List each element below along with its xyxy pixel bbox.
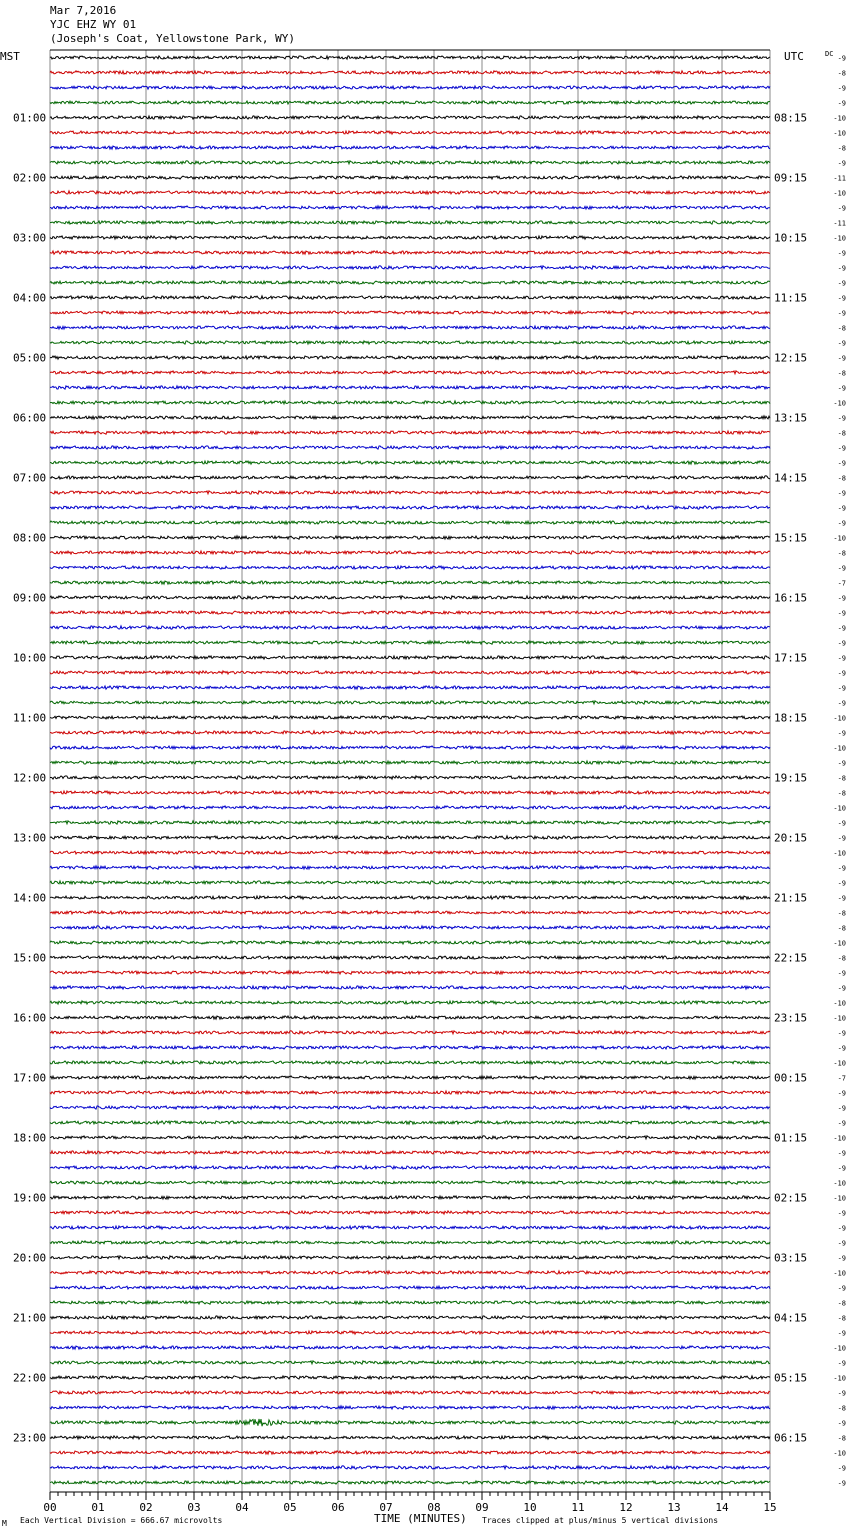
trace-row-53 bbox=[50, 851, 770, 854]
utc-hour-label: 15:15 bbox=[774, 531, 808, 545]
trace-row-25 bbox=[50, 431, 770, 434]
trace-row-74 bbox=[50, 1166, 770, 1169]
trace-row-0 bbox=[50, 56, 770, 59]
utc-hour-label: 05:15 bbox=[774, 1371, 808, 1385]
dc-offset-label: -9 bbox=[837, 1044, 846, 1053]
trace-row-86 bbox=[50, 1346, 770, 1349]
trace-row-93 bbox=[50, 1451, 770, 1454]
utc-hour-label: 14:15 bbox=[774, 471, 808, 485]
dc-offset-label: -7 bbox=[837, 1074, 846, 1083]
mst-hour-label: 16:00 bbox=[13, 1011, 47, 1025]
trace-row-55 bbox=[50, 881, 770, 884]
dc-offset-label: -10 bbox=[833, 114, 846, 123]
dc-offset-label: -9 bbox=[837, 594, 846, 603]
dc-offset-label: -10 bbox=[833, 849, 846, 858]
x-tick-label: 11 bbox=[571, 1501, 585, 1514]
dc-offset-label: -9 bbox=[837, 309, 846, 318]
trace-row-22 bbox=[50, 386, 770, 389]
x-tick-label: 10 bbox=[523, 1501, 537, 1514]
trace-row-92 bbox=[50, 1436, 770, 1439]
x-tick-label: 13 bbox=[667, 1501, 681, 1514]
dc-offset-label: -9 bbox=[837, 1029, 846, 1038]
dc-offset-label: -9 bbox=[837, 639, 846, 648]
x-tick-label: 15 bbox=[763, 1501, 777, 1514]
mst-hour-label: 02:00 bbox=[13, 171, 47, 185]
x-tick-label: 00 bbox=[43, 1501, 57, 1514]
trace-row-73 bbox=[50, 1151, 770, 1154]
dc-offset-label: -10 bbox=[833, 939, 846, 948]
utc-hour-label: 12:15 bbox=[774, 351, 808, 365]
dc-offset-label: -8 bbox=[837, 474, 846, 483]
trace-row-44 bbox=[50, 716, 770, 719]
dc-offset-label: -10 bbox=[833, 1059, 846, 1068]
dc-offset-label: -9 bbox=[837, 669, 846, 678]
utc-hour-label: 10:15 bbox=[774, 231, 808, 245]
trace-row-8 bbox=[50, 176, 770, 179]
utc-hour-label: 04:15 bbox=[774, 1311, 808, 1325]
trace-row-21 bbox=[50, 371, 770, 374]
seismic-traces bbox=[50, 56, 770, 1484]
utc-hour-label: 06:15 bbox=[774, 1431, 808, 1445]
dc-offset-label: -9 bbox=[837, 1164, 846, 1173]
trace-row-91 bbox=[50, 1419, 770, 1426]
trace-row-57 bbox=[50, 911, 770, 914]
trace-row-36 bbox=[50, 596, 770, 599]
dc-offset-label: -9 bbox=[837, 99, 846, 108]
dc-offset-label: -9 bbox=[837, 1239, 846, 1248]
dc-offset-label: -9 bbox=[837, 249, 846, 258]
utc-hour-label: 02:15 bbox=[774, 1191, 808, 1205]
trace-row-87 bbox=[50, 1361, 770, 1364]
trace-row-18 bbox=[50, 326, 770, 329]
trace-row-15 bbox=[50, 281, 770, 284]
trace-row-81 bbox=[50, 1271, 770, 1274]
trace-row-82 bbox=[50, 1286, 770, 1289]
dc-header-label: DC bbox=[825, 50, 834, 58]
trace-row-12 bbox=[50, 236, 770, 239]
dc-offset-label: -9 bbox=[837, 819, 846, 828]
trace-row-71 bbox=[50, 1121, 770, 1124]
dc-offset-label: -9 bbox=[837, 204, 846, 213]
trace-row-78 bbox=[50, 1226, 770, 1229]
dc-offset-labels bbox=[833, 55, 846, 1488]
trace-row-20 bbox=[50, 356, 770, 359]
dc-offset-label: -9 bbox=[837, 1329, 846, 1338]
station-location: (Joseph's Coat, Yellowstone Park, WY) bbox=[50, 32, 296, 45]
dc-offset-label: -9 bbox=[837, 1104, 846, 1113]
dc-offset-label: -10 bbox=[833, 744, 846, 753]
dc-offset-label: -9 bbox=[837, 699, 846, 708]
trace-row-65 bbox=[50, 1031, 770, 1034]
mst-hour-label: 21:00 bbox=[13, 1311, 47, 1325]
trace-row-47 bbox=[50, 761, 770, 764]
dc-offset-label: -10 bbox=[833, 189, 846, 198]
x-tick-label: 05 bbox=[283, 1501, 297, 1514]
trace-row-24 bbox=[50, 416, 770, 419]
trace-row-75 bbox=[50, 1181, 770, 1184]
trace-row-11 bbox=[50, 221, 770, 224]
trace-row-63 bbox=[50, 1001, 770, 1004]
trace-row-34 bbox=[50, 566, 770, 569]
trace-row-31 bbox=[50, 521, 770, 524]
dc-offset-label: -10 bbox=[833, 1194, 846, 1203]
trace-row-51 bbox=[50, 821, 770, 824]
x-tick-label: 07 bbox=[379, 1501, 393, 1514]
utc-hour-label: 08:15 bbox=[774, 111, 808, 125]
utc-hour-label: 20:15 bbox=[774, 831, 808, 845]
trace-row-68 bbox=[50, 1076, 770, 1079]
x-tick-label: 06 bbox=[331, 1501, 345, 1514]
dc-offset-label: -8 bbox=[837, 69, 846, 78]
dc-offset-label: -9 bbox=[837, 879, 846, 888]
mst-hour-label: 04:00 bbox=[13, 291, 47, 305]
mst-hour-label: 22:00 bbox=[13, 1371, 47, 1385]
mst-hour-label: 07:00 bbox=[13, 471, 47, 485]
trace-row-70 bbox=[50, 1106, 770, 1109]
trace-row-67 bbox=[50, 1061, 770, 1064]
x-tick-label: 04 bbox=[235, 1501, 249, 1514]
trace-row-69 bbox=[50, 1091, 770, 1094]
utc-hour-label: 01:15 bbox=[774, 1131, 808, 1145]
mst-hour-label: 23:00 bbox=[13, 1431, 47, 1445]
x-tick-label: 02 bbox=[139, 1501, 153, 1514]
dc-offset-label: -9 bbox=[837, 1389, 846, 1398]
trace-row-52 bbox=[50, 836, 770, 839]
trace-row-28 bbox=[50, 476, 770, 479]
dc-offset-label: -9 bbox=[837, 894, 846, 903]
corner-mark: M bbox=[2, 1519, 7, 1528]
dc-offset-label: -9 bbox=[837, 54, 846, 63]
trace-row-56 bbox=[50, 896, 770, 899]
mst-hour-label: 05:00 bbox=[13, 351, 47, 365]
dc-offset-label: -8 bbox=[837, 144, 846, 153]
dc-offset-label: -10 bbox=[833, 714, 846, 723]
dc-offset-label: -9 bbox=[837, 294, 846, 303]
mst-hour-label: 20:00 bbox=[13, 1251, 47, 1265]
utc-hour-label: 22:15 bbox=[774, 951, 808, 965]
trace-row-35 bbox=[50, 581, 770, 584]
trace-row-49 bbox=[50, 791, 770, 794]
trace-row-4 bbox=[50, 116, 770, 119]
dc-offset-label: -9 bbox=[837, 984, 846, 993]
trace-row-84 bbox=[50, 1316, 770, 1319]
dc-offset-label: -9 bbox=[837, 969, 846, 978]
trace-row-42 bbox=[50, 686, 770, 689]
dc-offset-label: -10 bbox=[833, 1269, 846, 1278]
trace-row-72 bbox=[50, 1136, 770, 1139]
trace-row-85 bbox=[50, 1331, 770, 1334]
utc-hour-label: 17:15 bbox=[774, 651, 808, 665]
utc-axis-label: UTC bbox=[784, 50, 804, 63]
dc-offset-label: -10 bbox=[833, 1449, 846, 1458]
trace-row-58 bbox=[50, 926, 770, 929]
dc-offset-label: -9 bbox=[837, 489, 846, 498]
mst-hour-label: 17:00 bbox=[13, 1071, 47, 1085]
x-tick-label: 08 bbox=[427, 1501, 441, 1514]
utc-hour-label: 16:15 bbox=[774, 591, 808, 605]
mst-hour-label: 18:00 bbox=[13, 1131, 47, 1145]
mst-hour-label: 06:00 bbox=[13, 411, 47, 425]
dc-offset-label: -10 bbox=[833, 1014, 846, 1023]
utc-hour-label: 13:15 bbox=[774, 411, 808, 425]
utc-hour-label: 19:15 bbox=[774, 771, 808, 785]
dc-offset-label: -8 bbox=[837, 324, 846, 333]
dc-offset-label: -9 bbox=[837, 1149, 846, 1158]
trace-row-48 bbox=[50, 776, 770, 779]
trace-row-61 bbox=[50, 971, 770, 974]
dc-offset-label: -8 bbox=[837, 909, 846, 918]
dc-offset-label: -10 bbox=[833, 129, 846, 138]
dc-offset-label: -11 bbox=[833, 219, 846, 228]
mst-hour-label: 03:00 bbox=[13, 231, 47, 245]
dc-offset-label: -9 bbox=[837, 1419, 846, 1428]
mst-axis-label: MST bbox=[0, 50, 20, 63]
x-tick-label: 01 bbox=[91, 1501, 105, 1514]
trace-row-2 bbox=[50, 86, 770, 89]
dc-offset-label: -9 bbox=[837, 864, 846, 873]
time-axis bbox=[43, 1492, 776, 1514]
dc-offset-label: -9 bbox=[837, 459, 846, 468]
trace-row-13 bbox=[50, 251, 770, 254]
dc-offset-label: -9 bbox=[837, 1284, 846, 1293]
dc-offset-label: -9 bbox=[837, 384, 846, 393]
dc-offset-label: -10 bbox=[833, 234, 846, 243]
x-tick-label: 09 bbox=[475, 1501, 489, 1514]
trace-row-7 bbox=[50, 161, 770, 164]
trace-row-6 bbox=[50, 146, 770, 149]
dc-offset-label: -9 bbox=[837, 159, 846, 168]
dc-offset-label: -9 bbox=[837, 279, 846, 288]
trace-row-39 bbox=[50, 641, 770, 644]
mst-hour-label: 11:00 bbox=[13, 711, 47, 725]
mst-hour-label: 19:00 bbox=[13, 1191, 47, 1205]
dc-offset-label: -10 bbox=[833, 804, 846, 813]
trace-row-3 bbox=[50, 101, 770, 104]
x-tick-label: 03 bbox=[187, 1501, 201, 1514]
trace-row-90 bbox=[50, 1406, 770, 1409]
station-code: YJC EHZ WY 01 bbox=[50, 18, 137, 31]
dc-offset-label: -10 bbox=[833, 1179, 846, 1188]
dc-offset-label: -8 bbox=[837, 1299, 846, 1308]
dc-offset-label: -8 bbox=[837, 924, 846, 933]
dc-offset-label: -9 bbox=[837, 834, 846, 843]
trace-row-5 bbox=[50, 131, 770, 134]
mst-hour-label: 12:00 bbox=[13, 771, 47, 785]
mst-hour-label: 14:00 bbox=[13, 891, 47, 905]
mst-hour-label: 08:00 bbox=[13, 531, 47, 545]
dc-offset-label: -8 bbox=[837, 1404, 846, 1413]
dc-offset-label: -10 bbox=[833, 1374, 846, 1383]
trace-row-19 bbox=[50, 341, 770, 344]
utc-hour-label: 23:15 bbox=[774, 1011, 808, 1025]
trace-row-94 bbox=[50, 1466, 770, 1469]
trace-row-38 bbox=[50, 626, 770, 629]
dc-offset-label: -9 bbox=[837, 414, 846, 423]
dc-offset-label: -9 bbox=[837, 564, 846, 573]
trace-row-14 bbox=[50, 266, 770, 269]
dc-offset-label: -9 bbox=[837, 759, 846, 768]
trace-row-46 bbox=[50, 746, 770, 749]
dc-offset-label: -9 bbox=[837, 1209, 846, 1218]
trace-row-16 bbox=[50, 296, 770, 299]
dc-offset-label: -8 bbox=[837, 1434, 846, 1443]
trace-row-26 bbox=[50, 446, 770, 449]
mst-hour-label: 13:00 bbox=[13, 831, 47, 845]
dc-offset-label: -9 bbox=[837, 1254, 846, 1263]
utc-hour-label: 03:15 bbox=[774, 1251, 808, 1265]
dc-offset-label: -8 bbox=[837, 954, 846, 963]
dc-offset-label: -9 bbox=[837, 1479, 846, 1488]
dc-offset-label: -9 bbox=[837, 1359, 846, 1368]
trace-row-29 bbox=[50, 491, 770, 494]
dc-offset-label: -9 bbox=[837, 84, 846, 93]
trace-row-54 bbox=[50, 866, 770, 869]
dc-offset-label: -10 bbox=[833, 534, 846, 543]
dc-offset-label: -9 bbox=[837, 1464, 846, 1473]
dc-offset-label: -9 bbox=[837, 654, 846, 663]
trace-row-59 bbox=[50, 941, 770, 944]
trace-row-43 bbox=[50, 701, 770, 704]
x-tick-label: 12 bbox=[619, 1501, 633, 1514]
trace-row-30 bbox=[50, 506, 770, 509]
trace-row-66 bbox=[50, 1046, 770, 1049]
utc-hour-label: 09:15 bbox=[774, 171, 808, 185]
trace-row-76 bbox=[50, 1196, 770, 1199]
utc-hour-label: 00:15 bbox=[774, 1071, 808, 1085]
dc-offset-label: -9 bbox=[837, 339, 846, 348]
dc-offset-label: -9 bbox=[837, 504, 846, 513]
dc-offset-label: -9 bbox=[837, 444, 846, 453]
dc-offset-label: -9 bbox=[837, 729, 846, 738]
dc-offset-label: -9 bbox=[837, 1224, 846, 1233]
utc-hour-label: 21:15 bbox=[774, 891, 808, 905]
trace-row-33 bbox=[50, 551, 770, 554]
trace-row-95 bbox=[50, 1481, 770, 1484]
dc-offset-label: -10 bbox=[833, 399, 846, 408]
dc-offset-label: -8 bbox=[837, 774, 846, 783]
trace-row-50 bbox=[50, 806, 770, 809]
trace-row-40 bbox=[50, 656, 770, 659]
trace-row-60 bbox=[50, 956, 770, 959]
dc-offset-label: -9 bbox=[837, 1089, 846, 1098]
dc-offset-label: -9 bbox=[837, 624, 846, 633]
dc-offset-label: -9 bbox=[837, 684, 846, 693]
dc-offset-label: -9 bbox=[837, 609, 846, 618]
dc-offset-label: -10 bbox=[833, 1344, 846, 1353]
x-axis-title: TIME (MINUTES) bbox=[374, 1512, 467, 1525]
trace-row-77 bbox=[50, 1211, 770, 1214]
dc-offset-label: -10 bbox=[833, 999, 846, 1008]
trace-row-79 bbox=[50, 1241, 770, 1244]
mst-hour-label: 15:00 bbox=[13, 951, 47, 965]
x-tick-label: 14 bbox=[715, 1501, 729, 1514]
mst-hour-label: 01:00 bbox=[13, 111, 47, 125]
dc-offset-label: -9 bbox=[837, 519, 846, 528]
trace-row-64 bbox=[50, 1016, 770, 1019]
trace-row-45 bbox=[50, 731, 770, 734]
trace-row-41 bbox=[50, 671, 770, 674]
trace-row-23 bbox=[50, 401, 770, 404]
trace-row-10 bbox=[50, 206, 770, 209]
dc-offset-label: -8 bbox=[837, 429, 846, 438]
dc-offset-label: -8 bbox=[837, 369, 846, 378]
trace-row-83 bbox=[50, 1301, 770, 1304]
dc-offset-label: -9 bbox=[837, 1119, 846, 1128]
dc-offset-label: -10 bbox=[833, 1134, 846, 1143]
dc-offset-label: -8 bbox=[837, 789, 846, 798]
trace-row-9 bbox=[50, 191, 770, 194]
trace-row-37 bbox=[50, 611, 770, 614]
dc-offset-label: -8 bbox=[837, 549, 846, 558]
trace-row-62 bbox=[50, 986, 770, 989]
scale-note: Each Vertical Division = 666.67 microvolts bbox=[20, 1516, 223, 1525]
trace-row-80 bbox=[50, 1256, 770, 1259]
clip-note: Traces clipped at plus/minus 5 vertical divisions bbox=[482, 1516, 719, 1525]
plot-date: Mar 7,2016 bbox=[50, 4, 117, 17]
trace-row-27 bbox=[50, 461, 770, 464]
mst-hour-label: 09:00 bbox=[13, 591, 47, 605]
trace-row-89 bbox=[50, 1391, 770, 1394]
trace-row-17 bbox=[50, 311, 770, 314]
trace-row-32 bbox=[50, 536, 770, 539]
utc-hour-label: 11:15 bbox=[774, 291, 808, 305]
dc-offset-label: -11 bbox=[833, 174, 846, 183]
mst-hour-label: 10:00 bbox=[13, 651, 47, 665]
dc-offset-label: -9 bbox=[837, 264, 846, 273]
trace-row-88 bbox=[50, 1376, 770, 1379]
dc-offset-label: -7 bbox=[837, 579, 846, 588]
trace-row-1 bbox=[50, 71, 770, 74]
utc-hour-label: 18:15 bbox=[774, 711, 808, 725]
dc-offset-label: -8 bbox=[837, 1314, 846, 1323]
dc-offset-label: -9 bbox=[837, 354, 846, 363]
